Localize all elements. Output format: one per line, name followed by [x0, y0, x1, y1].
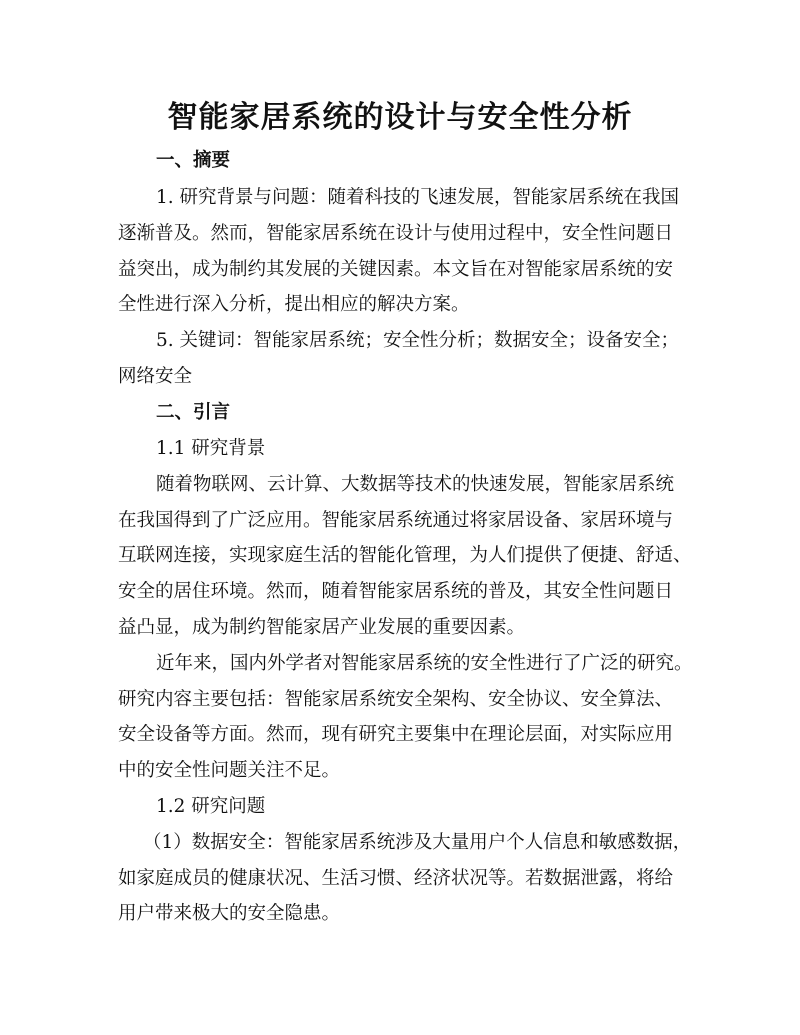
document-title: 智能家居系统的设计与安全性分析: [167, 100, 633, 135]
intro-p1-line-5: 益凸显，成为制约智能家居产业发展的重要因素。: [118, 617, 526, 638]
intro-p2-line-4: 中的安全性问题关注不足。: [118, 760, 341, 781]
abstract-p1-line-1: 1. 研究背景与问题：随着科技的飞速发展，智能家居系统在我国: [156, 187, 680, 208]
intro-p2-line-2: 研究内容主要包括：智能家居系统安全架构、安全协议、安全算法、: [118, 689, 674, 710]
abstract-p1-line-2: 逐渐普及。然而，智能家居系统在设计与使用过程中，安全性问题日: [118, 223, 674, 244]
intro-p2-line-3: 安全设备等方面。然而，现有研究主要集中在理论层面，对实际应用: [118, 724, 674, 745]
keywords-line-1: 5. 关键词：智能家居系统；安全性分析；数据安全；设备安全；: [156, 330, 680, 351]
abstract-p1-line-4: 全性进行深入分析，提出相应的解决方案。: [118, 294, 470, 315]
intro-p1-line-1: 随着物联网、云计算、大数据等技术的快速发展，智能家居系统: [156, 474, 675, 495]
question-1-line-3: 用户带来极大的安全隐患。: [118, 903, 341, 924]
intro-p1-line-2: 在我国得到了广泛应用。智能家居系统通过将家居设备、家居环境与: [118, 510, 674, 531]
abstract-p1-line-3: 益突出，成为制约其发展的关键因素。本文旨在对智能家居系统的安: [118, 259, 674, 280]
intro-p1-line-3: 互联网连接，实现家庭生活的智能化管理，为人们提供了便捷、舒适、: [118, 545, 692, 566]
question-1-line-2: 如家庭成员的健康状况、生活习惯、经济状况等。若数据泄露，将给: [118, 868, 674, 889]
abstract-heading: 一、摘要: [156, 150, 231, 171]
question-1-line-1: （1）数据安全：智能家居系统涉及大量用户个人信息和敏感数据，: [143, 832, 692, 853]
intro-p2-line-1: 近年来，国内外学者对智能家居系统的安全性进行了广泛的研究。: [156, 653, 693, 674]
intro-heading: 二、引言: [156, 402, 231, 423]
subheading-1-2: 1.2 研究问题: [156, 796, 266, 817]
intro-p1-line-4: 安全的居住环境。然而，随着智能家居系统的普及，其安全性问题日: [118, 581, 674, 602]
keywords-line-2: 网络安全: [118, 366, 193, 387]
subheading-1-1: 1.1 研究背景: [156, 438, 266, 459]
